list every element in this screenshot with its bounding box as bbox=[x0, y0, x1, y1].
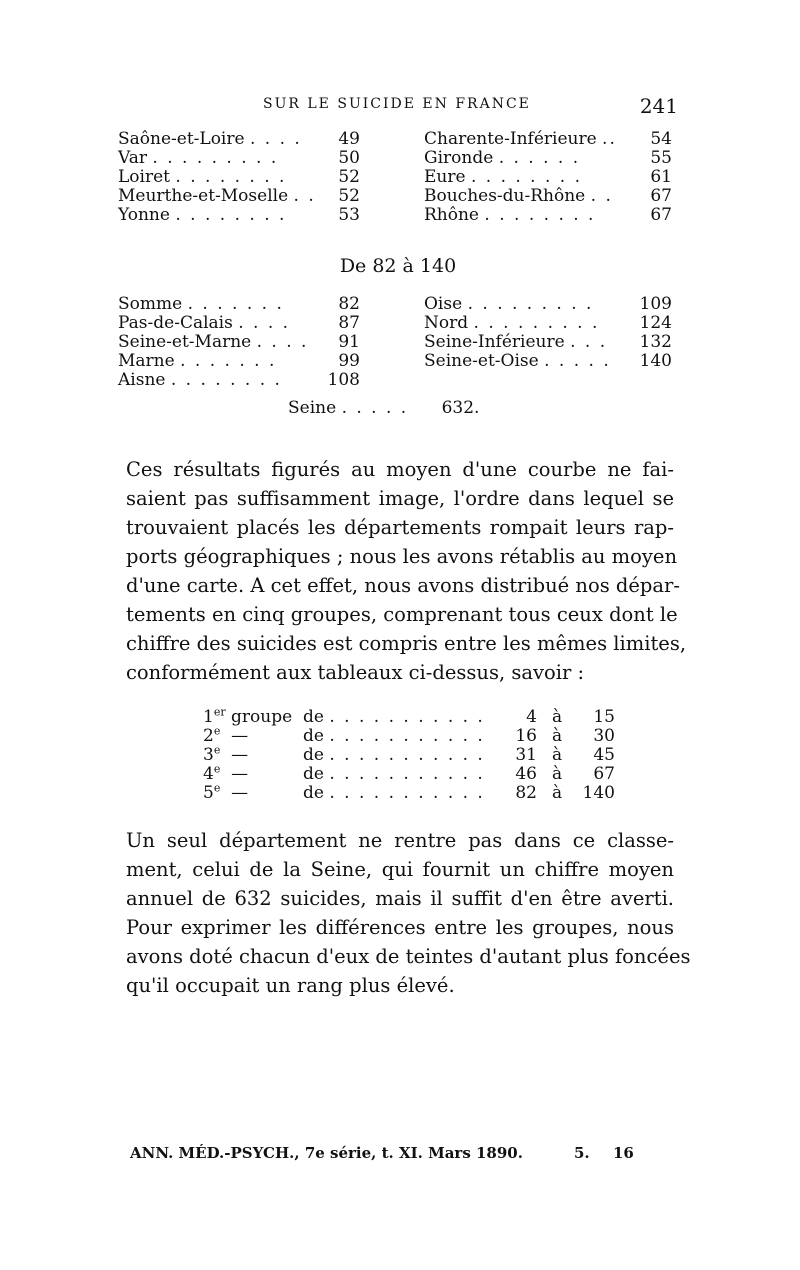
text-line: tements en cinq groupes, comprenant tous ceux dont le bbox=[126, 603, 678, 626]
left-department-name: Loiret bbox=[118, 167, 170, 187]
group-de-word: de bbox=[303, 707, 324, 727]
left-leader-dots: . . . . . . . . bbox=[175, 167, 287, 187]
left-value: 52 bbox=[338, 186, 360, 206]
group-row bbox=[203, 705, 623, 727]
group-label bbox=[203, 781, 249, 803]
right-value: 109 bbox=[639, 294, 672, 314]
right-value: 132 bbox=[639, 332, 672, 352]
group-de-word: de bbox=[303, 764, 324, 784]
left-department bbox=[118, 333, 308, 352]
seine-dots: . . . . . bbox=[341, 398, 409, 418]
right-department-name: Gironde bbox=[424, 148, 494, 168]
group-label bbox=[203, 743, 249, 765]
group-de bbox=[303, 765, 485, 784]
table-row bbox=[118, 130, 678, 149]
left-leader-dots: . . . . . . . . bbox=[175, 205, 287, 225]
group-range-from: 46 bbox=[515, 764, 537, 784]
left-department-name: Pas-de-Calais bbox=[118, 313, 233, 333]
text-line: Pour exprimer les différences entre les groupes, nous bbox=[126, 916, 674, 939]
text-line: trouvaient placés les départements rompait leurs rap- bbox=[126, 516, 674, 539]
group-range-to-word: à bbox=[552, 783, 563, 803]
left-department bbox=[118, 149, 278, 168]
right-value: 55 bbox=[650, 148, 672, 168]
left-department bbox=[118, 295, 284, 314]
left-department bbox=[118, 352, 276, 371]
seine-entry bbox=[288, 398, 479, 418]
group-number: 2 bbox=[203, 726, 214, 746]
left-department-name: Var bbox=[118, 148, 147, 168]
right-leader-dots: . . . . . . . . . bbox=[467, 294, 594, 314]
group-ordinal-suffix: e bbox=[213, 743, 221, 757]
text-line: ports géographiques ; nous les avons rétablis au moyen bbox=[126, 545, 678, 568]
right-leader-dots: . . . . . bbox=[544, 351, 611, 371]
group-leader-dots: . . . . . . . . . . . bbox=[329, 745, 485, 765]
text-line: conformément aux tableaux ci-dessus, savoir : bbox=[126, 661, 585, 684]
text-line: ment, celui de la Seine, qui fournit un chiffre moyen bbox=[126, 858, 674, 881]
left-value: 91 bbox=[338, 332, 360, 352]
text-line: Un seul département ne rentre pas dans ce classe- bbox=[126, 829, 674, 852]
group-word: — bbox=[220, 726, 249, 746]
right-department-name: Seine-Inférieure bbox=[424, 332, 565, 352]
left-value: 108 bbox=[327, 370, 360, 390]
right-leader-dots: . . . . . . . . bbox=[470, 167, 583, 187]
left-leader-dots: . . . . . . . bbox=[187, 294, 284, 314]
group-range-to-word: à bbox=[552, 764, 563, 784]
group-leader-dots: . . . . . . . . . . . bbox=[329, 764, 485, 784]
left-leader-dots: . . . . bbox=[256, 332, 309, 352]
left-department-name: Meurthe-et-Moselle bbox=[118, 186, 289, 206]
right-leader-dots: .. bbox=[602, 129, 617, 149]
group-range-to: 45 bbox=[593, 745, 615, 765]
group-range-to-word: à bbox=[552, 745, 563, 765]
right-department bbox=[424, 130, 617, 149]
group-de-word: de bbox=[303, 745, 324, 765]
group-range-to: 67 bbox=[593, 764, 615, 784]
right-department bbox=[424, 333, 607, 352]
right-department bbox=[424, 149, 580, 168]
right-value: 124 bbox=[639, 313, 672, 333]
left-value: 99 bbox=[338, 351, 360, 371]
text-line: annuel de 632 suicides, mais il suffit d'en être averti. bbox=[126, 887, 674, 910]
group-row bbox=[203, 762, 623, 784]
group-range-to: 30 bbox=[593, 726, 615, 746]
table-row bbox=[118, 371, 678, 390]
right-department bbox=[424, 352, 611, 371]
right-department-name: Charente-Inférieure bbox=[424, 129, 597, 149]
left-leader-dots: . . . . . . . . . bbox=[152, 148, 279, 168]
left-leader-dots: . . . . bbox=[249, 129, 302, 149]
paragraph-2 bbox=[126, 826, 691, 1000]
table-row bbox=[118, 333, 678, 352]
left-department bbox=[118, 371, 282, 390]
range-heading: De 82 à 140 bbox=[339, 255, 457, 277]
group-number: 1 bbox=[203, 707, 214, 727]
right-department-name: Rhône bbox=[424, 205, 479, 225]
group-number: 5 bbox=[203, 783, 214, 803]
left-value: 49 bbox=[338, 129, 360, 149]
right-leader-dots: . . . . . . bbox=[498, 148, 581, 168]
right-department bbox=[424, 314, 599, 333]
group-row bbox=[203, 781, 623, 803]
right-leader-dots: . . . . . . . . bbox=[484, 205, 596, 225]
group-range-from: 16 bbox=[515, 726, 537, 746]
right-department-name: Eure bbox=[424, 167, 466, 187]
left-value: 82 bbox=[338, 294, 360, 314]
signature-mark-1: 5. bbox=[574, 1144, 590, 1162]
group-range-from: 82 bbox=[515, 783, 537, 803]
text-line: saient pas suffisamment image, l'ordre dans lequel se bbox=[126, 487, 674, 510]
text-line: qu'il occupait un rang plus élevé. bbox=[126, 974, 455, 997]
group-range-to: 140 bbox=[582, 783, 615, 803]
paragraph-1 bbox=[126, 455, 687, 687]
right-department-name: Nord bbox=[424, 313, 469, 333]
group-ordinal-suffix: e bbox=[213, 762, 221, 776]
left-department bbox=[118, 206, 286, 225]
right-leader-dots: . . . . . . . . . bbox=[473, 313, 600, 333]
group-de-word: de bbox=[303, 783, 324, 803]
table-row bbox=[118, 206, 678, 225]
right-value: 140 bbox=[639, 351, 672, 371]
group-leader-dots: . . . . . . . . . . . bbox=[329, 726, 485, 746]
group-ordinal-suffix: e bbox=[213, 781, 221, 795]
group-label bbox=[203, 762, 249, 784]
groups-table bbox=[203, 705, 623, 803]
right-department-name: Bouches-du-Rhône bbox=[424, 186, 586, 206]
group-row bbox=[203, 743, 623, 765]
group-de bbox=[303, 784, 485, 803]
group-number: 3 bbox=[203, 745, 214, 765]
group-de-word: de bbox=[303, 726, 324, 746]
table-row bbox=[118, 187, 678, 206]
journal-citation: ANN. MÉD.-PSYCH., 7e série, t. XI. Mars 1890. bbox=[130, 1144, 523, 1162]
left-department bbox=[118, 168, 286, 187]
text-line: avons doté chacun d'eux de teintes d'autant plus foncées bbox=[126, 945, 691, 968]
page-header bbox=[118, 94, 678, 124]
left-department bbox=[118, 187, 316, 206]
running-title: SUR LE SUICIDE EN FRANCE bbox=[263, 96, 531, 112]
text-line: Ces résultats figurés au moyen d'une courbe ne fai- bbox=[126, 458, 674, 481]
table-row bbox=[118, 295, 678, 314]
group-word: groupe bbox=[225, 707, 293, 727]
table-row bbox=[118, 352, 678, 371]
department-table-top bbox=[118, 130, 678, 225]
left-department bbox=[118, 314, 290, 333]
right-value: 67 bbox=[650, 205, 672, 225]
right-department bbox=[424, 295, 593, 314]
text-line: d'une carte. A cet effet, nous avons distribué nos dépar- bbox=[126, 574, 680, 597]
left-leader-dots: . . . . . . . . bbox=[170, 370, 282, 390]
right-department bbox=[424, 187, 613, 206]
table-row bbox=[118, 168, 678, 187]
left-leader-dots: . . bbox=[293, 186, 316, 206]
right-department-name: Seine-et-Oise bbox=[424, 351, 539, 371]
left-department-name: Seine-et-Marne bbox=[118, 332, 252, 352]
right-value: 54 bbox=[650, 129, 672, 149]
left-value: 53 bbox=[338, 205, 360, 225]
left-department-name: Aisne bbox=[118, 370, 166, 390]
seine-value: 632. bbox=[441, 398, 480, 418]
left-department bbox=[118, 130, 302, 149]
left-value: 52 bbox=[338, 167, 360, 187]
group-leader-dots: . . . . . . . . . . . bbox=[329, 707, 485, 727]
left-leader-dots: . . . . . . . bbox=[180, 351, 277, 371]
group-number: 4 bbox=[203, 764, 214, 784]
department-table-bottom bbox=[118, 295, 678, 390]
right-department-name: Oise bbox=[424, 294, 463, 314]
signature-mark-2: 16 bbox=[613, 1144, 634, 1162]
group-label bbox=[203, 724, 249, 746]
group-range-to: 15 bbox=[593, 707, 615, 727]
table-row bbox=[118, 149, 678, 168]
group-de bbox=[303, 727, 485, 746]
group-ordinal-suffix: er bbox=[213, 705, 226, 719]
right-value: 67 bbox=[650, 186, 672, 206]
group-range-from: 31 bbox=[515, 745, 537, 765]
left-department-name: Somme bbox=[118, 294, 183, 314]
left-department-name: Marne bbox=[118, 351, 175, 371]
left-value: 87 bbox=[338, 313, 360, 333]
page-number: 241 bbox=[639, 94, 678, 118]
group-word: — bbox=[220, 745, 249, 765]
left-leader-dots: . . . . bbox=[238, 313, 291, 333]
text-line: chiffre des suicides est compris entre les mêmes limites, bbox=[126, 632, 687, 655]
group-word: — bbox=[220, 764, 249, 784]
right-department bbox=[424, 206, 595, 225]
group-ordinal-suffix: e bbox=[213, 724, 221, 738]
group-range-to-word: à bbox=[552, 726, 563, 746]
right-department bbox=[424, 168, 582, 187]
right-value: 61 bbox=[650, 167, 672, 187]
left-department-name: Saône-et-Loire bbox=[118, 129, 245, 149]
group-row bbox=[203, 724, 623, 746]
left-department-name: Yonne bbox=[118, 205, 170, 225]
group-range-from: 4 bbox=[526, 707, 537, 727]
right-leader-dots: . . . bbox=[570, 332, 608, 352]
group-range-to-word: à bbox=[552, 707, 563, 727]
seine-name: Seine bbox=[288, 398, 337, 418]
table-row bbox=[118, 314, 678, 333]
group-leader-dots: . . . . . . . . . . . bbox=[329, 783, 485, 803]
group-de bbox=[303, 708, 485, 727]
group-de bbox=[303, 746, 485, 765]
right-leader-dots: . . bbox=[590, 186, 613, 206]
group-word: — bbox=[220, 783, 249, 803]
left-value: 50 bbox=[338, 148, 360, 168]
